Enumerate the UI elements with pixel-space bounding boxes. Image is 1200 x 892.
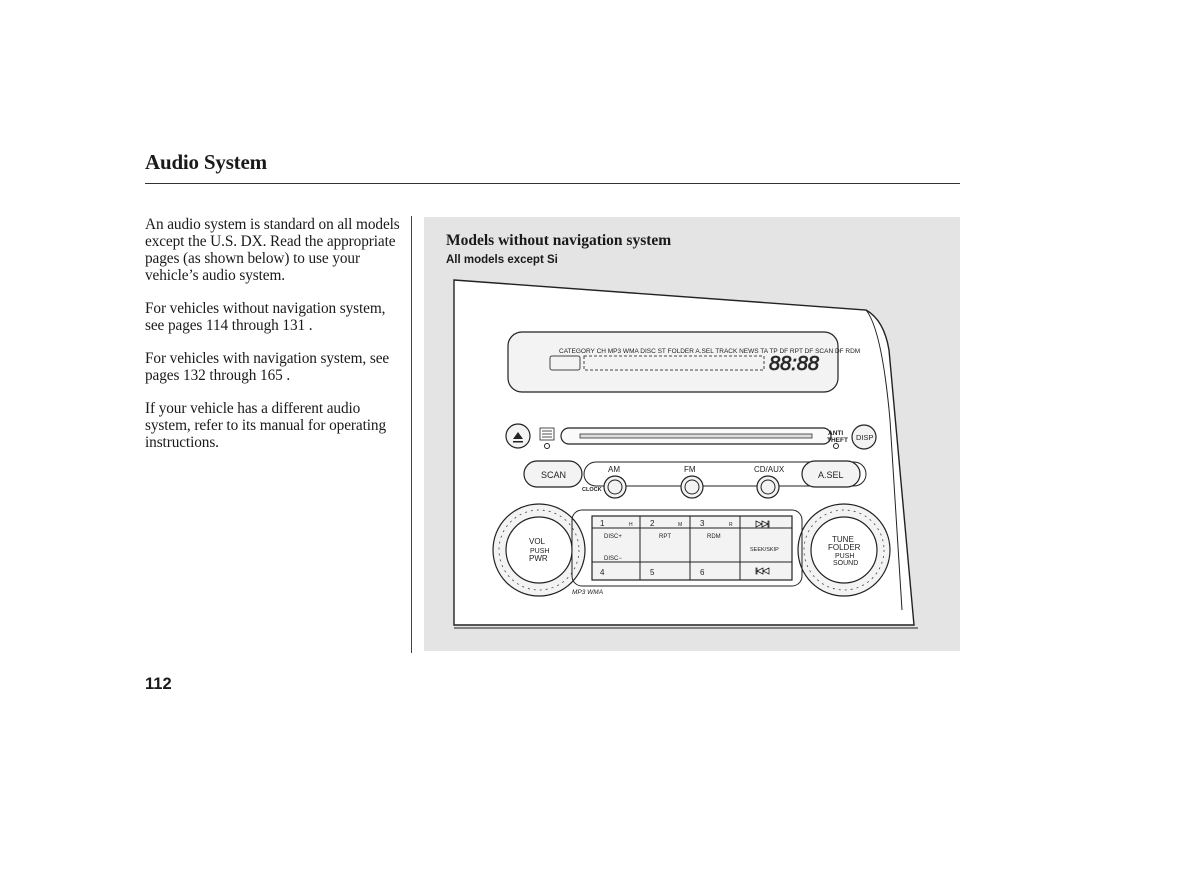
svg-text:TUNE: TUNE <box>832 535 854 544</box>
disc-minus-label: DISC− <box>604 556 622 562</box>
panel-heading: Models without navigation system <box>446 232 672 249</box>
anti-theft-label: ANTI <box>828 430 844 437</box>
preset-6: 6 <box>700 568 705 577</box>
page-number: 112 <box>145 675 172 693</box>
vol-knob[interactable] <box>493 504 585 596</box>
svg-text:PUSH: PUSH <box>835 553 855 560</box>
cd-aux-button[interactable] <box>757 476 779 498</box>
rpt-label: RPT <box>659 534 671 540</box>
svg-text:THEFT: THEFT <box>827 437 848 444</box>
rdm-label: RDM <box>707 534 721 540</box>
svg-text:SCAN: SCAN <box>541 470 567 480</box>
mp3-wma-label: MP3 WMA <box>572 589 604 596</box>
fm-label: FM <box>684 465 696 474</box>
seek-skip-label: SEEK/SKIP <box>750 547 779 553</box>
different-system-paragraph: If your vehicle has a different audio system, refer to its manual for operating instructions. <box>145 400 387 451</box>
disc-plus-label: DISC+ <box>604 534 622 540</box>
body-column <box>145 216 407 467</box>
preset-5: 5 <box>650 568 655 577</box>
am-label: AM <box>608 465 620 474</box>
with-nav-paragraph: For vehicles with navigation system, see pages 132 through 165 . <box>145 350 390 384</box>
preset-3: 3 <box>700 519 705 528</box>
preset-1: 1 <box>600 519 605 528</box>
column-divider <box>411 216 412 653</box>
clock-label: CLOCK <box>582 487 602 493</box>
display-time: 88:88 <box>769 353 820 375</box>
panel-subheading: All models except Si <box>446 254 558 266</box>
cd-aux-label: CD/AUX <box>754 465 785 474</box>
svg-text:FOLDER: FOLDER <box>828 543 861 552</box>
svg-text:H: H <box>629 522 633 528</box>
fm-button[interactable] <box>681 476 703 498</box>
svg-text:A.SEL: A.SEL <box>818 470 844 480</box>
svg-text:PUSH: PUSH <box>530 548 550 555</box>
svg-text:SOUND: SOUND <box>833 560 859 567</box>
svg-text:DISP: DISP <box>856 433 874 442</box>
svg-text:PWR: PWR <box>529 554 548 563</box>
am-button[interactable] <box>604 476 626 498</box>
title-rule <box>145 183 960 184</box>
svg-text:R: R <box>729 522 733 528</box>
audio-unit-illustration <box>424 270 960 634</box>
svg-text:VOL: VOL <box>529 537 546 546</box>
svg-text:M: M <box>678 522 683 528</box>
intro-paragraph: An audio system is standard on all models except the U.S. DX. Read the appropriate pages (as shown below) to use your vehicle’s audio system. <box>145 216 400 284</box>
preset-4: 4 <box>600 568 605 577</box>
without-nav-paragraph: For vehicles without navigation system, see pages 114 through 131 . <box>145 300 386 334</box>
tune-knob[interactable] <box>798 504 890 596</box>
preset-2: 2 <box>650 519 655 528</box>
display-indicators: CATEGORY CH MP3 WMA DISC ST FOLDER A.SEL TRACK NEWS TA TP DF RPT DF SCAN DF RDM <box>559 348 861 355</box>
page-title: Audio System <box>145 150 267 174</box>
